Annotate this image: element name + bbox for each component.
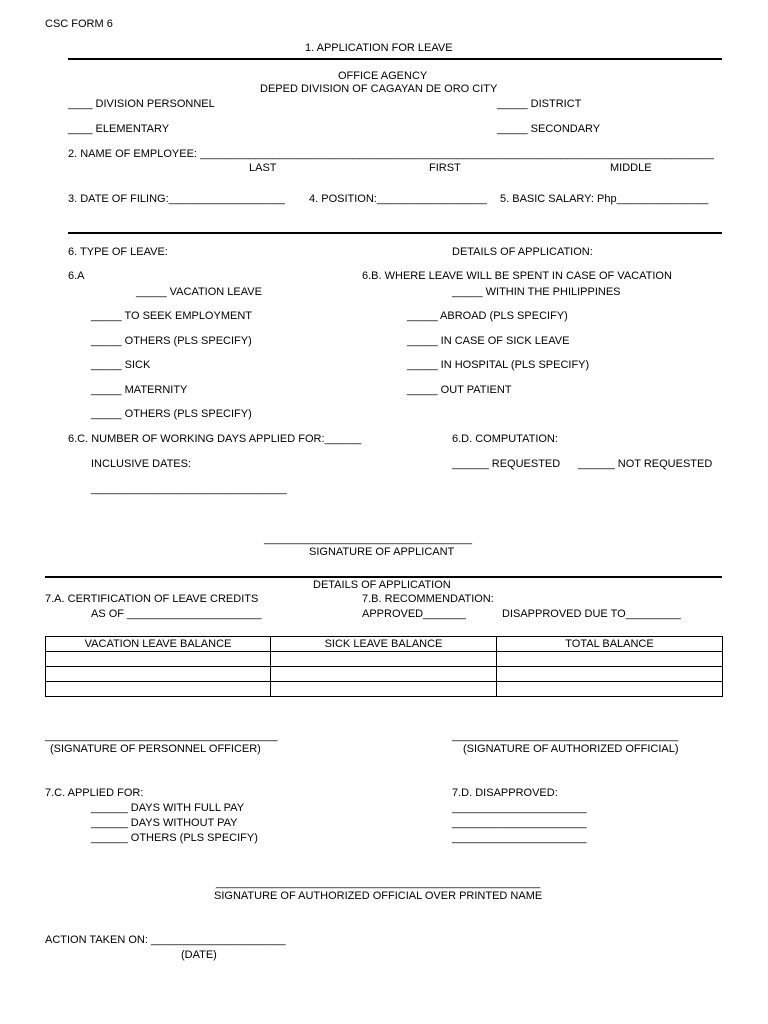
in-hospital-option[interactable]: _____ IN HOSPITAL (PLS SPECIFY): [407, 359, 590, 371]
title-rule: [68, 58, 722, 60]
inclusive-dates-field[interactable]: ________________________________: [91, 483, 287, 495]
last-name-caption: LAST: [249, 162, 277, 174]
district-option[interactable]: _____ DISTRICT: [497, 98, 582, 110]
authorized-signature-line[interactable]: _____________________________________: [452, 730, 679, 742]
elementary-option[interactable]: ____ ELEMENTARY: [68, 123, 170, 135]
date-caption: (DATE): [181, 949, 217, 961]
requested-option[interactable]: ______ REQUESTED: [452, 458, 561, 470]
personnel-signature-line[interactable]: ______________________________________: [45, 730, 278, 742]
official-signature-line[interactable]: _____________________________________________________: [216, 877, 541, 889]
form-title: 1. APPLICATION FOR LEAVE: [305, 42, 453, 54]
leave-balance-table: [45, 636, 723, 697]
working-days-field[interactable]: 6.C. NUMBER OF WORKING DAYS APPLIED FOR:______: [68, 433, 362, 445]
table-row: [46, 652, 723, 667]
table-cell[interactable]: [46, 652, 271, 667]
disapproved-heading: 7.D. DISAPPROVED:: [452, 787, 558, 799]
applicant-signature-line[interactable]: __________________________________: [264, 533, 473, 545]
sick-option[interactable]: _____ SICK: [91, 359, 151, 371]
approved-option[interactable]: APPROVED_______: [362, 608, 466, 620]
division-personnel-option[interactable]: ____ DIVISION PERSONNEL: [68, 98, 215, 110]
disapproved-line-2[interactable]: ______________________: [452, 817, 587, 829]
table-cell[interactable]: [497, 667, 723, 682]
recommendation-heading: 7.B. RECOMMENDATION:: [362, 593, 494, 605]
within-philippines-option[interactable]: _____ WITHIN THE PHILIPPINES: [452, 286, 621, 298]
section-6a-label: 6.A: [68, 270, 85, 282]
details-heading: DETAILS OF APPLICATION:: [452, 246, 593, 258]
table-row: [46, 667, 723, 682]
total-balance-header: TOTAL BALANCE: [497, 637, 723, 652]
table-cell[interactable]: [46, 682, 271, 697]
sick-leave-case-option[interactable]: _____ IN CASE OF SICK LEAVE: [407, 335, 570, 347]
not-requested-option[interactable]: ______ NOT REQUESTED: [578, 458, 713, 470]
table-cell[interactable]: [497, 652, 723, 667]
action-taken-field[interactable]: ACTION TAKEN ON: ______________________: [45, 934, 286, 946]
disapproved-line-3[interactable]: ______________________: [452, 832, 587, 844]
section-rule: [68, 232, 722, 234]
disapproved-due-field[interactable]: DISAPPROVED DUE TO_________: [502, 608, 681, 620]
sick-balance-header: SICK LEAVE BALANCE: [271, 637, 497, 652]
seek-employment-option[interactable]: _____ TO SEEK EMPLOYMENT: [91, 310, 252, 322]
full-pay-field[interactable]: ______ DAYS WITH FULL PAY: [91, 802, 245, 814]
others-applied-field[interactable]: ______ OTHERS (PLS SPECIFY): [91, 832, 258, 844]
office-agency-name: DEPED DIVISION OF CAGAYAN DE ORO CITY: [260, 83, 498, 95]
table-cell[interactable]: [46, 667, 271, 682]
form-code: CSC FORM 6: [45, 18, 113, 30]
section-6b-label: 6.B. WHERE LEAVE WILL BE SPENT IN CASE OF VACATION: [362, 270, 672, 282]
out-patient-option[interactable]: _____ OUT PATIENT: [407, 384, 512, 396]
as-of-field[interactable]: AS OF ______________________: [91, 608, 262, 620]
table-header-row: [46, 637, 723, 652]
without-pay-field[interactable]: ______ DAYS WITHOUT PAY: [91, 817, 238, 829]
employee-name-field[interactable]: 2. NAME OF EMPLOYEE: ____________________________________________________________________________________: [68, 148, 714, 160]
basic-salary-field[interactable]: 5. BASIC SALARY: Php_______________: [500, 193, 709, 205]
secondary-option[interactable]: _____ SECONDARY: [497, 123, 601, 135]
authorized-signature-caption: (SIGNATURE OF AUTHORIZED OFFICIAL): [463, 743, 679, 755]
date-of-filing-field[interactable]: 3. DATE OF FILING:___________________: [68, 193, 285, 205]
others-vacation-option[interactable]: _____ OTHERS (PLS SPECIFY): [91, 335, 252, 347]
others-leave-option[interactable]: _____ OTHERS (PLS SPECIFY): [91, 408, 252, 420]
vacation-leave-option[interactable]: _____ VACATION LEAVE: [136, 286, 262, 298]
official-signature-caption: SIGNATURE OF AUTHORIZED OFFICIAL OVER PRINTED NAME: [214, 890, 543, 902]
office-agency-label: OFFICE AGENCY: [338, 70, 428, 82]
applied-for-heading: 7.C. APPLIED FOR:: [45, 787, 144, 799]
table-cell[interactable]: [271, 652, 497, 667]
disapproved-line-1[interactable]: ______________________: [452, 802, 587, 814]
table-cell[interactable]: [271, 667, 497, 682]
abroad-option[interactable]: _____ ABROAD (PLS SPECIFY): [407, 310, 568, 322]
table-row: [46, 682, 723, 697]
position-field[interactable]: 4. POSITION:__________________: [309, 193, 487, 205]
vacation-balance-header: VACATION LEAVE BALANCE: [46, 637, 271, 652]
personnel-signature-caption: (SIGNATURE OF PERSONNEL OFFICER): [50, 743, 261, 755]
first-name-caption: FIRST: [429, 162, 461, 174]
certification-heading: 7.A. CERTIFICATION OF LEAVE CREDITS: [45, 593, 259, 605]
table-cell[interactable]: [497, 682, 723, 697]
computation-heading: 6.D. COMPUTATION:: [452, 433, 558, 445]
applicant-signature-caption: SIGNATURE OF APPLICANT: [309, 546, 455, 558]
table-cell[interactable]: [271, 682, 497, 697]
inclusive-dates-label: INCLUSIVE DATES:: [91, 458, 192, 470]
type-of-leave-heading: 6. TYPE OF LEAVE:: [68, 246, 168, 258]
details-application-heading: DETAILS OF APPLICATION: [313, 579, 451, 591]
section-7-rule: [45, 576, 722, 578]
middle-name-caption: MIDDLE: [610, 162, 652, 174]
maternity-option[interactable]: _____ MATERNITY: [91, 384, 188, 396]
